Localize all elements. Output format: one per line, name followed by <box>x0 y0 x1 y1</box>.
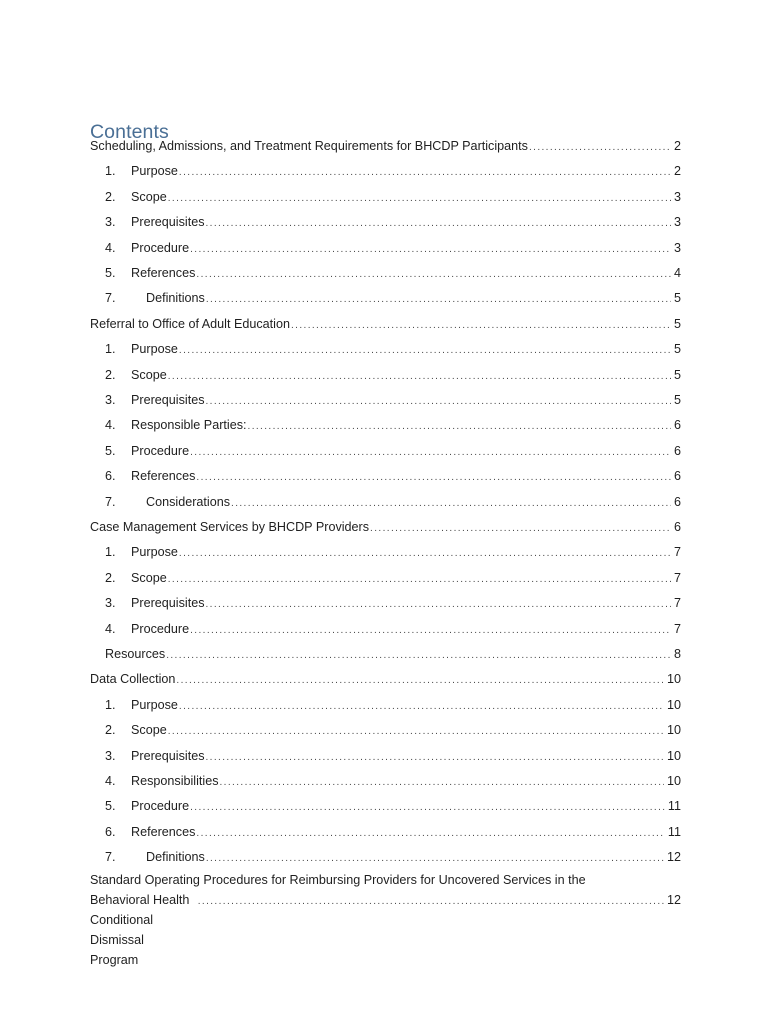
toc-entry-page: 5 <box>673 367 681 382</box>
toc-leader-dots <box>196 468 671 488</box>
toc-entry-link[interactable] <box>90 870 681 970</box>
toc-subsection-link[interactable] <box>90 593 681 613</box>
toc-entry-page: 5 <box>673 291 681 306</box>
toc-subsection-link[interactable] <box>90 161 681 181</box>
toc-subsection-link[interactable] <box>90 847 681 867</box>
toc-leader-dots <box>168 570 671 590</box>
toc-leader-dots <box>198 892 664 912</box>
toc-subsection-link[interactable] <box>90 263 681 283</box>
toc-entry-text: Definitions <box>146 850 205 865</box>
toc-entry-text: Definitions <box>146 291 205 306</box>
toc-subsection-link[interactable] <box>90 695 681 715</box>
toc-entry-page: 10 <box>666 672 681 687</box>
toc-entry-number: 4. <box>105 418 116 433</box>
toc-leader-dots <box>206 748 664 768</box>
toc-entry-page: 10 <box>666 774 681 788</box>
toc-entry-text: Purpose <box>131 545 178 560</box>
toc-subsection-link[interactable] <box>90 390 681 410</box>
toc-leader-dots <box>248 417 671 437</box>
toc-entry-text: Referral to Office of Adult Education <box>90 316 290 331</box>
toc-entry-page: 5 <box>673 393 681 407</box>
toc-entry-number: 5. <box>105 443 116 458</box>
toc-entry-page: 3 <box>673 240 681 255</box>
toc-entry-text-line1: Standard Operating Procedures for Reimbursing Providers for Uncovered Services in the <box>90 872 586 887</box>
toc-subsection-link[interactable] <box>90 365 681 385</box>
toc-subsection-link[interactable] <box>90 187 681 207</box>
toc-entry-number: 4. <box>105 621 116 636</box>
toc-leader-dots <box>190 621 671 641</box>
toc-leader-dots <box>196 265 671 285</box>
toc-entry-number: 1. <box>105 164 116 179</box>
toc-entry-text: Scope <box>131 189 167 204</box>
toc-subsection-link[interactable] <box>90 619 681 639</box>
toc-leader-dots <box>220 773 664 793</box>
toc-entry-page: 6 <box>673 520 681 534</box>
toc-leader-dots <box>370 519 671 539</box>
toc-subsection-link[interactable] <box>90 796 681 816</box>
toc-subsection-link[interactable] <box>90 339 681 359</box>
toc-entry-number: 4. <box>105 774 116 788</box>
toc-subsection-link[interactable] <box>90 238 681 258</box>
toc-subsection-link[interactable] <box>90 492 681 512</box>
toc-entry-page: 3 <box>673 189 681 204</box>
toc-entry-text: Procedure <box>131 799 190 814</box>
toc-entry-page: 12 <box>666 892 681 907</box>
toc-entry-text: Prerequisites <box>131 215 205 230</box>
toc-entry-number: 1. <box>105 545 116 560</box>
toc-section-link[interactable] <box>90 136 681 156</box>
toc-entry-page: 6 <box>673 418 681 433</box>
toc-entry-number: 7. <box>105 850 116 865</box>
toc-entry-text: References <box>131 824 196 839</box>
toc-entry-page: 3 <box>673 215 681 230</box>
toc-leader-dots <box>206 214 671 234</box>
toc-entry-text: Scope <box>131 570 167 585</box>
toc-entry-number: 3. <box>105 215 116 230</box>
toc-subsection-link[interactable] <box>90 415 681 435</box>
toc-entry-text: References <box>131 266 196 280</box>
toc-entry-page: 6 <box>673 469 681 484</box>
toc-entry-number: 4. <box>105 240 116 255</box>
toc-entry-number: 7. <box>105 291 116 306</box>
toc-leader-dots <box>206 849 664 869</box>
toc-entry-number: 5. <box>105 799 116 814</box>
toc-entry-number: 6. <box>105 469 116 484</box>
toc-entry-text: Considerations <box>146 494 231 509</box>
toc-entry-number: 2. <box>105 189 116 204</box>
toc-leader-dots <box>196 824 665 844</box>
toc-leader-dots <box>168 189 671 209</box>
toc-section-link[interactable] <box>90 314 681 334</box>
toc-leader-dots <box>179 697 664 717</box>
toc-entry-text: Purpose <box>131 342 178 357</box>
toc-subsection-link[interactable] <box>90 720 681 740</box>
toc-entry-page: 6 <box>673 494 681 509</box>
toc-entry-page: 12 <box>666 850 681 865</box>
toc-leader-dots <box>179 544 671 564</box>
toc-leader-dots <box>206 290 671 310</box>
toc-subsection-link[interactable] <box>90 212 681 232</box>
toc-entry-text: Procedure <box>131 240 190 255</box>
toc-subsection-link[interactable] <box>90 441 681 461</box>
toc-entry-text: Prerequisites <box>131 596 205 611</box>
toc-entry-page: 10 <box>666 723 681 738</box>
toc-entry-number: 3. <box>105 596 116 611</box>
toc-entry-number: 1. <box>105 697 116 712</box>
toc-entry-text: Case Management Services by BHCDP Providers <box>90 520 370 534</box>
toc-leader-dots <box>190 240 671 260</box>
toc-entry-number: 1. <box>105 342 116 357</box>
toc-section-link[interactable] <box>90 669 681 689</box>
toc-entry-text: Data Collection <box>90 672 176 687</box>
toc-entry-page: 7 <box>673 570 681 585</box>
toc-entry-number: 2. <box>105 723 116 738</box>
toc-entry-text: Procedure <box>131 621 190 636</box>
toc-entry-text: Responsibilities <box>131 774 219 788</box>
toc-leader-dots <box>168 367 671 387</box>
toc-entry-page: 11 <box>667 824 681 839</box>
toc-entry-text: Responsible Parties: <box>131 418 247 433</box>
toc-entry-page: 2 <box>673 164 681 179</box>
toc-entry-text: Prerequisites <box>131 748 205 763</box>
toc-entry-page: 11 <box>667 799 681 814</box>
toc-subsection-link[interactable] <box>90 542 681 562</box>
toc-leader-dots <box>206 595 671 615</box>
toc-entry-page: 7 <box>673 621 681 636</box>
toc-entry-text: Procedure <box>131 443 190 458</box>
toc-leader-dots <box>190 443 671 463</box>
toc-subsection-link[interactable] <box>90 822 681 842</box>
toc-entry-page: 8 <box>673 647 681 661</box>
toc-leader-dots <box>206 392 671 412</box>
toc-entry-text: Purpose <box>131 697 178 712</box>
toc-entry-text-line2: Behavioral Health Conditional Dismissal Program <box>90 892 190 967</box>
toc-leader-dots <box>179 163 671 183</box>
toc-entry-text: Prerequisites <box>131 393 205 407</box>
toc-leader-dots <box>529 138 671 158</box>
toc-subsection-link[interactable] <box>90 644 681 664</box>
toc-entry-number: 6. <box>105 824 116 839</box>
toc-entry-page: 7 <box>673 596 681 611</box>
toc-entry-text: Scope <box>131 367 167 382</box>
toc-entry-text: Resources <box>105 647 166 661</box>
toc-leader-dots <box>179 341 671 361</box>
toc-entry-number: 3. <box>105 748 116 763</box>
toc-entry-number: 3. <box>105 393 116 407</box>
toc-entry-page: 6 <box>673 443 681 458</box>
toc-leader-dots <box>176 671 664 691</box>
toc-entry-page: 5 <box>673 316 681 331</box>
toc-leader-dots <box>190 798 665 818</box>
toc-entry-number: 7. <box>105 494 116 509</box>
toc-subsection-link[interactable] <box>90 746 681 766</box>
toc-entry-page: 5 <box>673 342 681 357</box>
toc-entry-page: 4 <box>673 266 681 280</box>
toc-leader-dots <box>231 494 671 514</box>
toc-subsection-link[interactable] <box>90 466 681 486</box>
toc-entry-text: Scope <box>131 723 167 738</box>
toc-entry-page: 10 <box>666 748 681 763</box>
toc-leader-dots <box>168 722 664 742</box>
toc-entry-text: References <box>131 469 196 484</box>
toc-entry-page: 2 <box>673 139 681 153</box>
toc-subsection-link[interactable] <box>90 288 681 308</box>
toc-entry-text: Purpose <box>131 164 178 179</box>
toc-entry-number: 5. <box>105 266 116 280</box>
toc-leader-dots <box>166 646 671 666</box>
toc-leader-dots <box>291 316 671 336</box>
toc-entry-page: 7 <box>673 545 681 560</box>
toc-entry-page: 10 <box>666 697 681 712</box>
toc-subsection-link[interactable] <box>90 771 681 791</box>
toc-subsection-link[interactable] <box>90 568 681 588</box>
toc-entry-number: 2. <box>105 367 116 382</box>
toc-section-link[interactable] <box>90 517 681 537</box>
toc-title: Contents <box>90 121 169 144</box>
toc-entry-number: 2. <box>105 570 116 585</box>
toc-entry-text: Scheduling, Admissions, and Treatment Requirements for BHCDP Participants <box>90 139 528 153</box>
